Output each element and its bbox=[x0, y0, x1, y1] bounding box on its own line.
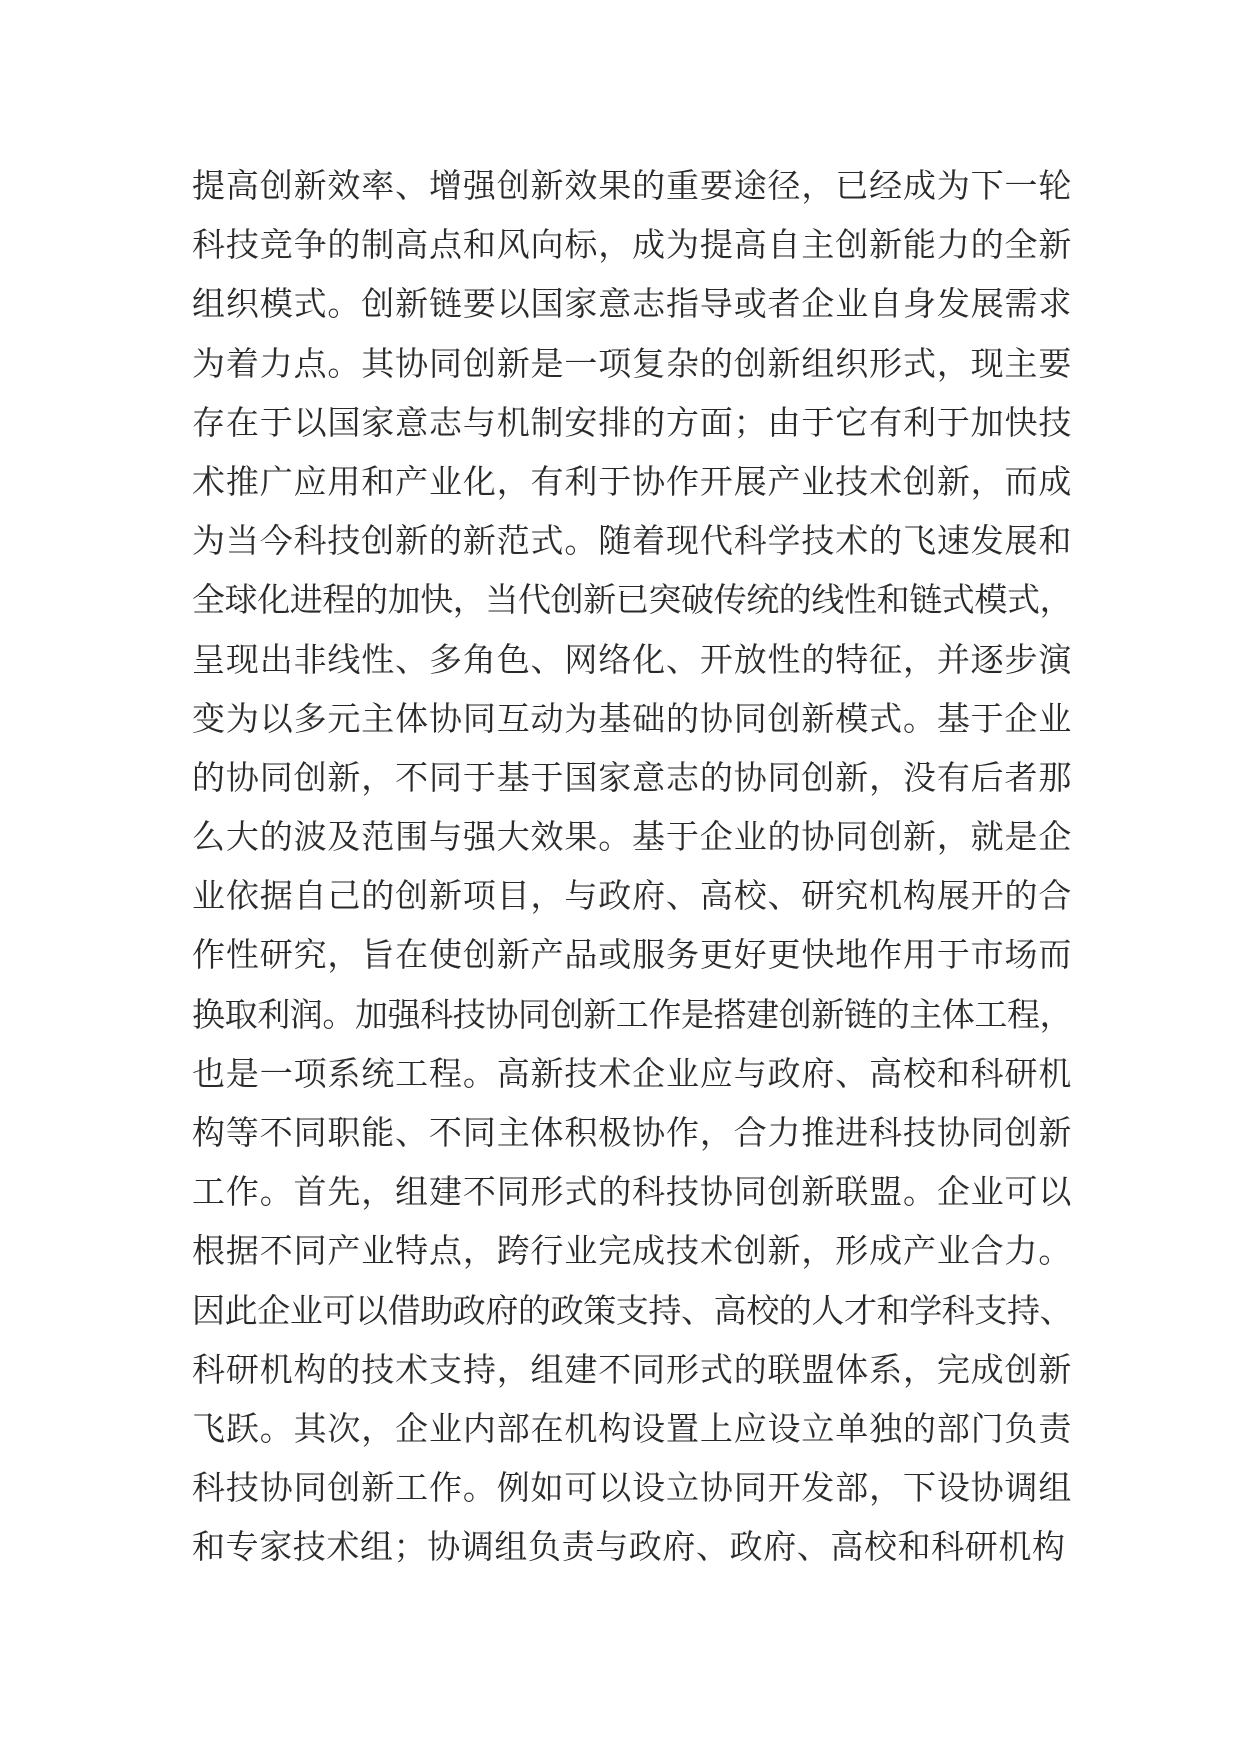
text-line: 因此企业可以借助政府的政策支持、高校的人才和学科支持、 bbox=[192, 1290, 1072, 1330]
text-line: 变为以多元主体协同互动为基础的协同创新模式。基于企业 bbox=[192, 698, 1072, 738]
text-line: 全球化进程的加快，当代创新已突破传统的线性和链式模式， bbox=[192, 580, 1072, 620]
text-line: 么大的波及范围与强大效果。基于企业的协同创新，就是企 bbox=[192, 817, 1072, 857]
text-line: 术推广应用和产业化，有利于协作开展产业技术创新，而成 bbox=[192, 461, 1072, 501]
text-line: 呈现出非线性、多角色、网络化、开放性的特征，并逐步演 bbox=[192, 639, 1072, 679]
text-line: 换取利润。加强科技协同创新工作是搭建创新链的主体工程， bbox=[192, 994, 1072, 1034]
text-line: 科技竞争的制高点和风向标，成为提高自主创新能力的全新 bbox=[192, 225, 1072, 265]
text-line: 的协同创新，不同于基于国家意志的协同创新，没有后者那 bbox=[192, 757, 1072, 797]
text-line: 组织模式。创新链要以国家意志指导或者企业自身发展需求 bbox=[192, 284, 1072, 324]
text-line: 工作。首先，组建不同形式的科技协同创新联盟。企业可以 bbox=[192, 1172, 1072, 1212]
text-line: 科技协同创新工作。例如可以设立协同开发部，下设协调组 bbox=[192, 1468, 1072, 1508]
text-line: 也是一项系统工程。高新技术企业应与政府、高校和科研机 bbox=[192, 1053, 1072, 1093]
body-text bbox=[192, 156, 1072, 1577]
text-line: 根据不同产业特点，跨行业完成技术创新，形成产业合力。 bbox=[192, 1231, 1072, 1271]
text-line: 作性研究，旨在使创新产品或服务更好更快地作用于市场而 bbox=[192, 935, 1072, 975]
text-line: 为当今科技创新的新范式。随着现代科学技术的飞速发展和 bbox=[192, 521, 1072, 561]
text-line: 提高创新效率、增强创新效果的重要途径，已经成为下一轮 bbox=[192, 166, 1072, 205]
text-line: 飞跃。其次，企业内部在机构设置上应设立单独的部门负责 bbox=[192, 1408, 1072, 1448]
text-line: 和专家技术组；协调组负责与政府、政府、高校和科研机构 bbox=[192, 1527, 1066, 1567]
text-line: 科研机构的技术支持，组建不同形式的联盟体系，完成创新 bbox=[192, 1349, 1072, 1389]
text-line: 为着力点。其协同创新是一项复杂的创新组织形式，现主要 bbox=[192, 343, 1072, 383]
text-line: 业依据自己的创新项目，与政府、高校、研究机构展开的合 bbox=[192, 876, 1072, 916]
text-line: 构等不同职能、不同主体积极协作，合力推进科技协同创新 bbox=[192, 1113, 1072, 1152]
text-line: 存在于以国家意志与机制安排的方面；由于它有利于加快技 bbox=[192, 402, 1072, 442]
